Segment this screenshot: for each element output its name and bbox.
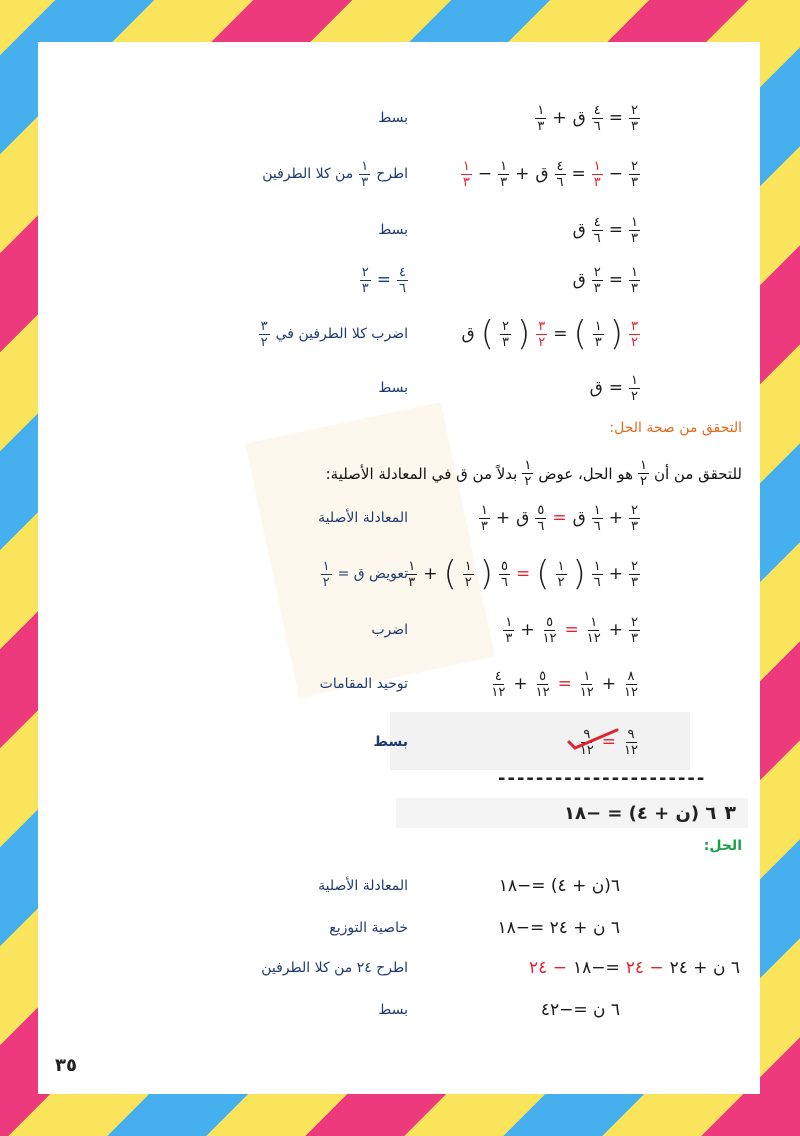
problem-equation: ٦ (ن + ٤) = −١٨ <box>563 802 717 824</box>
step-expression-3 <box>573 208 640 252</box>
solution-reason-2: خاصية التوزيع <box>329 920 408 936</box>
step-reason-5: اضرب كلا الطرفين في $\frac{٣}{٢}$ <box>260 318 408 350</box>
fraction-one-half: $\frac{١}{٢}$ <box>557 558 565 590</box>
check-reason-2: تعويض ق = $\frac{١}{٢}$ <box>322 558 408 590</box>
equals-sign: = <box>608 108 624 128</box>
check-reason-5: بسط <box>373 734 408 750</box>
step-expression-1 <box>535 96 640 140</box>
step-row-1 <box>0 96 800 140</box>
fraction-one-twelfth: $\frac{١}{١٢}$ <box>586 614 601 646</box>
minus-sign: − <box>477 164 493 184</box>
solution-row-1 <box>0 864 800 908</box>
solution-row-2 <box>0 906 800 950</box>
solution-reason-4: بسط <box>378 1002 408 1018</box>
reason-fraction: $\frac{٣}{٢}$ <box>260 318 268 350</box>
fraction-one-third: $\frac{١}{٣}$ <box>408 558 416 590</box>
check-expression-4: $\frac{٨}{١٢}$ + $\frac{١}{١٢}$ = $\frac{٥}{١٢}$ + $\frac{٤}{١٢}$ <box>491 668 638 700</box>
fraction-one-third: $\frac{١}{٣}$ <box>505 614 513 646</box>
fraction-two-thirds: $\frac{٢}{٣}$ <box>631 158 638 190</box>
check-heading: التحقق من صحة الحل: <box>609 420 742 436</box>
plus-sign: + <box>552 108 567 128</box>
step-row-4 <box>0 258 800 302</box>
variable-q: ق <box>572 270 586 290</box>
solution-row-3 <box>0 946 800 990</box>
fraction-nine-twelfths: $\frac{٩}{١٢}$ <box>579 726 594 758</box>
fraction-eight-twelfths: $\frac{٨}{١٢}$ <box>624 668 638 700</box>
reason-fraction: $\frac{١}{٣}$ <box>361 158 369 190</box>
check-expression-3: $\frac{٢}{٣}$ + $\frac{١}{١٢}$ = $\frac{٥}{١٢}$ + $\frac{١}{٣}$ <box>505 614 638 646</box>
fraction-two-thirds: $\frac{٢}{٣}$ <box>631 614 638 646</box>
fraction-one-third: $\frac{١}{٣}$ <box>500 158 508 190</box>
solution-reason-3: اطرح ٢٤ من كلا الطرفين <box>261 960 408 976</box>
check-expression-2: $\frac{٢}{٣}$ + $\frac{١}{٦}$ ( $\frac{١}{٢}$ ) = $\frac{٥}{٦}$ ( $\frac{١}{٢}$ ) + $\frac{١}{٣}$ <box>408 554 638 594</box>
solution-expression-3: ٦ ن + ٢٤ − ٢٤ =−١٨ − ٢٤ <box>529 958 740 978</box>
fraction-four-twelfths: $\frac{٤}{١٢}$ <box>491 668 506 700</box>
problem-3-box <box>396 798 748 828</box>
checkmark-icon <box>565 726 621 754</box>
step-row-5 <box>0 312 800 356</box>
check-row-1 <box>0 496 800 540</box>
fraction-one-half: $\frac{١}{٢}$ <box>640 458 647 489</box>
fraction-two-thirds: $\frac{٢}{٣}$ <box>631 502 638 534</box>
solution-heading: الحل: <box>703 838 742 854</box>
fraction-five-sixths: $\frac{٥}{٦}$ <box>501 558 509 590</box>
minus-sign: − <box>608 164 624 184</box>
check-row-3 <box>0 608 800 652</box>
step-reason-6: بسط <box>378 380 408 396</box>
variable-q: ق <box>572 508 586 528</box>
reason-fraction-two-thirds: $\frac{٢}{٣}$ <box>361 264 369 296</box>
step-reason-3: بسط <box>378 222 408 238</box>
fraction-five-twelfths: $\frac{٥}{١٢}$ <box>535 668 550 700</box>
check-paragraph: للتحقق من أن $\frac{١}{٢}$ هو الحل، عوض $\frac{١}{٢}$ بدلاً من ق في المعادلة الأصلية: <box>325 458 742 489</box>
page-number: ٣٥ <box>55 1055 77 1076</box>
fraction-one-third: $\frac{١}{٣}$ <box>631 214 638 246</box>
equals-sign: = <box>608 378 624 398</box>
step-expression-4 <box>573 258 640 302</box>
fraction-two-thirds: $\frac{٢}{٣}$ <box>593 264 601 296</box>
step-reason-1: بسط <box>378 110 408 126</box>
solution-expression-2: ٦ ن + ٢٤ =−١٨ <box>497 918 620 938</box>
check-reason-3: اضرب <box>371 622 408 638</box>
fraction-one-sixth: $\frac{١}{٦}$ <box>593 558 601 590</box>
check-row-2 <box>0 552 800 596</box>
fraction-one-third: $\frac{١}{٣}$ <box>480 502 488 534</box>
variable-q: ق <box>461 324 475 344</box>
step-row-3 <box>0 208 800 252</box>
solution-row-4 <box>0 988 800 1032</box>
fraction-three-halves-red: $\frac{٣}{٢}$ <box>631 318 638 350</box>
fraction-two-thirds: $\frac{٢}{٣}$ <box>631 102 638 134</box>
solution-reason-1: المعادلة الأصلية <box>318 878 408 894</box>
step-expression-5: $\frac{٣}{٢}$ ( $\frac{١}{٣}$ ) = $\frac{٣}{٢}$ ( $\frac{٢}{٣}$ ) ق <box>461 314 638 354</box>
fraction-one-third: $\frac{١}{٣}$ <box>537 102 545 134</box>
step-expression-6 <box>590 366 640 410</box>
fraction-four-sixths: $\frac{٤}{٦}$ <box>593 214 601 246</box>
step-reason-4: $\frac{٤}{٦}$ = $\frac{٢}{٣}$ <box>361 264 406 296</box>
step-row-6 <box>0 366 800 410</box>
variable-q: ق <box>535 164 549 184</box>
solution-expression-4: ٦ ن =−٤٢ <box>540 1000 620 1020</box>
solution-expression-1: ٦(ن + ٤) =−١٨ <box>498 876 620 896</box>
fraction-one-sixth: $\frac{١}{٦}$ <box>593 502 601 534</box>
fraction-four-sixths: $\frac{٤}{٦}$ <box>556 158 564 190</box>
check-row-5 <box>0 720 800 764</box>
fraction-one-half: $\frac{١}{٢}$ <box>524 458 532 489</box>
fraction-one-twelfth: $\frac{١}{١٢}$ <box>579 668 594 700</box>
fraction-two-thirds: $\frac{٢}{٣}$ <box>631 558 638 590</box>
variable-q: ق <box>572 220 586 240</box>
variable-q: ق <box>589 378 603 398</box>
fraction-one-third: $\frac{١}{٣}$ <box>631 264 638 296</box>
fraction-one-half: $\frac{١}{٢}$ <box>631 372 638 404</box>
fraction-two-thirds: $\frac{٢}{٣}$ <box>502 318 509 350</box>
fraction-one-third-red: $\frac{١}{٣}$ <box>593 158 601 190</box>
step-reason-2: اطرح $\frac{١}{٣}$ من كلا الطرفين <box>262 158 408 190</box>
fraction-three-halves-red: $\frac{٣}{٢}$ <box>538 318 546 350</box>
problem-number: ٣ <box>724 802 736 824</box>
variable-q: ق <box>572 108 586 128</box>
step-expression-2 <box>461 152 640 196</box>
fraction-nine-twelfths: $\frac{٩}{١٢}$ <box>624 726 638 758</box>
fraction-one-half: $\frac{١}{٢}$ <box>464 558 472 590</box>
variable-q: ق <box>516 508 530 528</box>
equals-sign: = <box>553 324 568 344</box>
reason-fraction: $\frac{١}{٢}$ <box>322 558 330 590</box>
check-reason-1: المعادلة الأصلية <box>318 510 408 526</box>
fraction-five-sixths: $\frac{٥}{٦}$ <box>537 502 545 534</box>
separator-line: ---------------------- <box>498 768 707 789</box>
check-reason-4: توحيد المقامات <box>319 676 408 692</box>
fraction-one-third-red: $\frac{١}{٣}$ <box>462 158 470 190</box>
equals-sign: = <box>608 220 624 240</box>
fraction-four-sixths: $\frac{٤}{٦}$ <box>593 102 601 134</box>
reason-fraction-four-sixths: $\frac{٤}{٦}$ <box>399 264 406 296</box>
step-row-2 <box>0 152 800 196</box>
equals-sign: = <box>571 164 586 184</box>
plus-sign: + <box>515 164 530 184</box>
check-expression-1: $\frac{٢}{٣}$ + $\frac{١}{٦}$ ق = $\frac{٥}{٦}$ ق + $\frac{١}{٣}$ <box>480 502 638 534</box>
equals-sign: = <box>608 270 624 290</box>
check-expression-5: $\frac{٩}{١٢}$ = $\frac{٩}{١٢}$ <box>579 726 638 758</box>
check-row-4 <box>0 662 800 706</box>
fraction-one-third: $\frac{١}{٣}$ <box>594 318 602 350</box>
fraction-five-twelfths: $\frac{٥}{١٢}$ <box>542 614 557 646</box>
